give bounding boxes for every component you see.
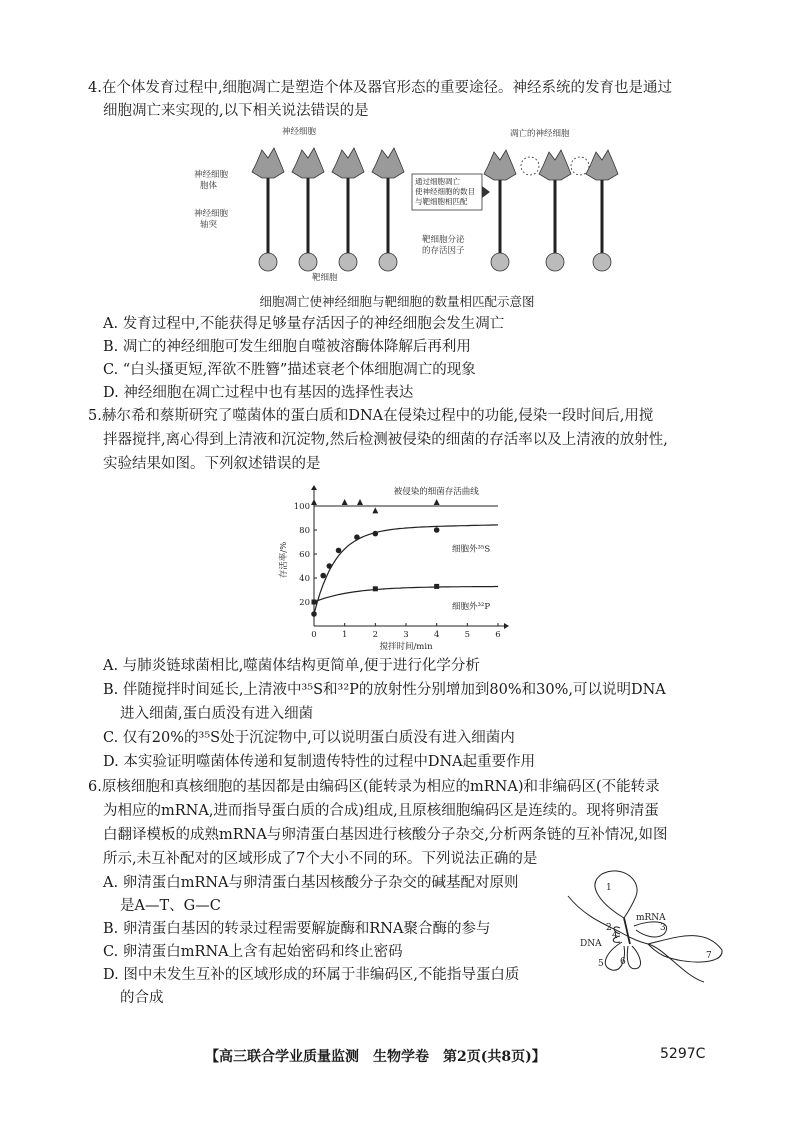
q6-stem-line3: 白翻译模板的成熟mRNA与卵清蛋白基因进行核酸分子杂交,分析两条链的互补情况,如图 — [103, 827, 668, 843]
loop-label-3: 3 — [660, 923, 666, 933]
loop-1 — [595, 871, 637, 918]
s35-point — [434, 527, 440, 533]
q6-option-a-line2: 是A—T、G—C — [120, 898, 221, 914]
q4-apoptosis-figure — [190, 124, 620, 290]
q4-figure-caption: 细胞凋亡使神经细胞与靶细胞的数量相匹配示意图 — [259, 294, 535, 309]
mrna-strand — [624, 918, 630, 944]
q5-stem-line1: 5.赫尔希和蔡斯研究了噬菌体的蛋白质和DNA在侵染过程中的功能,侵染一段时间后,用搅 — [88, 408, 654, 424]
fig4-factor-label: 靶细胞分泌的存活因子 — [422, 235, 465, 256]
q4-option-a: A. 发育过程中,不能获得足够量存活因子的神经细胞会发生凋亡 — [103, 316, 505, 332]
q6-option-d-line2: 的合成 — [120, 990, 164, 1006]
footer-title: 【高三联合学业质量监测 生物学卷 第2页(共8页)】 — [205, 1049, 546, 1065]
x-axis-arrow — [504, 623, 509, 629]
q5-option-b-line1: B. 伴随搅拌时间延长,上清液中³⁵S和³²P的放射性分别增加到80%和30%,可以说明DNA — [103, 682, 666, 698]
q5-option-c: C. 仅有20%的³⁵S处于沉淀物中,可以说明蛋白质没有进入细菌内 — [103, 730, 515, 746]
x-tick-label: 1 — [341, 630, 348, 640]
q4-option-b: B. 凋亡的神经细胞可发生细胞自噬被溶酶体降解后再利用 — [103, 339, 471, 355]
s35-point — [327, 563, 333, 569]
loop-label-1: 1 — [606, 883, 612, 893]
survival-point — [342, 499, 348, 505]
s35-point — [320, 573, 326, 579]
p32-series-label: 细胞外³²P — [452, 602, 491, 613]
loop-label-7: 7 — [706, 951, 712, 961]
q6-option-b: B. 卵清蛋白基因的转录过程需要解旋酶和RNA聚合酶的参与 — [103, 921, 491, 937]
fig4-left-neurons — [252, 148, 404, 264]
fig4-left-targets — [259, 253, 397, 271]
footer-code: 5297C — [660, 1046, 706, 1062]
loop-label-4: 4 — [612, 931, 618, 941]
fig4-right-targets — [491, 253, 611, 271]
y-tick-label: 40 — [299, 574, 310, 584]
fig4-apoptotic-label: 凋亡的神经细胞 — [510, 129, 570, 139]
dna-label: DNA — [580, 939, 602, 949]
loop-label-2: 2 — [606, 923, 612, 933]
s35-point — [311, 611, 317, 617]
p32-curve — [314, 587, 498, 603]
fig4-right-neurons — [484, 150, 618, 264]
q6-option-c: C. 卵清蛋白mRNA上含有起始密码和终止密码 — [103, 944, 403, 960]
q5-option-b-line2: 进入细菌,蛋白质没有进入细菌 — [120, 706, 314, 722]
q5-option-a: A. 与肺炎链球菌相比,噬菌体结构更简单,便于进行化学分析 — [103, 658, 480, 674]
loop-6 — [627, 946, 640, 969]
s35-point — [336, 548, 342, 554]
q4-option-c: C. “白头搔更短,浑欲不胜簪”描述衰老个体细胞凋亡的现象 — [103, 362, 476, 378]
y-axis-label: 存活率/% — [279, 541, 289, 579]
y-tick-label: 60 — [299, 550, 310, 560]
loop-label-6: 6 — [620, 957, 626, 967]
fig4-cellbody-label: 神经细胞胞体 — [194, 170, 229, 191]
s35-series-label: 细胞外³⁵S — [452, 544, 491, 555]
y-tick-label: 100 — [293, 502, 310, 512]
survival-point — [372, 507, 378, 513]
y-tick-label: 20 — [299, 598, 310, 608]
p32-point — [373, 586, 378, 591]
p32-point — [312, 600, 317, 605]
x-tick-label: 2 — [372, 630, 379, 640]
q6-option-d-line1: D. 图中未发生互补的区域形成的环属于非编码区,不能指导蛋白质 — [103, 967, 520, 983]
q5-option-d: D. 本实验证明噬菌体传递和复制遗传特性的过程中DNA起重要作用 — [103, 754, 536, 770]
q6-stem-line1: 6.原核细胞和真核细胞的基因都是由编码区(能转录为相应的mRNA)和非编码区(不能转录 — [88, 779, 660, 795]
survival-point — [311, 499, 317, 505]
y-tick-label: 80 — [299, 526, 310, 536]
q4-stem-line2: 细胞凋亡来实现的,以下相关说法错误的是 — [103, 103, 369, 119]
x-tick-label: 6 — [495, 630, 501, 640]
q6-stem-line4: 所示,未互补配对的区域形成了7个大小不同的环。下列说法正确的是 — [103, 851, 538, 867]
fig4-process-arrow — [482, 186, 490, 198]
q5-stem-line3: 实验结果如图。下列叙述错误的是 — [103, 456, 321, 472]
x-tick-label: 0 — [311, 630, 317, 640]
fig4-neuron-label: 神经细胞 — [282, 127, 317, 137]
s35-point — [354, 534, 360, 540]
survival-point — [434, 499, 440, 505]
survival-point — [357, 499, 363, 505]
q6-option-a-line1: A. 卵清蛋白mRNA与卵清蛋白基因核酸分子杂交的碱基配对原则 — [103, 875, 519, 891]
survival-series-label: 被侵染的细菌存活曲线 — [393, 487, 479, 497]
p32-point — [434, 584, 439, 589]
q6-stem-line2: 为相应的mRNA,进而指导蛋白质的合成)组成,且原核细胞编码区是连续的。现将卵清蛋 — [103, 803, 659, 819]
x-tick-label: 3 — [403, 630, 409, 640]
loop-label-5: 5 — [598, 959, 604, 969]
s35-point — [373, 531, 379, 537]
q5-stem-line2: 拌器搅拌,离心得到上清液和沉淀物,然后检测被侵染的细菌的存活率以及上清液的放射性, — [103, 432, 668, 448]
mrna-label: mRNA — [636, 913, 666, 923]
q6-hybrid-figure — [564, 866, 734, 986]
q4-option-d: D. 神经细胞在凋亡过程中也有基因的选择性表达 — [103, 385, 414, 401]
q4-stem-line1: 4.在个体发育过程中,细胞凋亡是塑造个体及器官形态的重要途径。神经系统的发育也是通过 — [88, 80, 672, 96]
x-tick-label: 4 — [433, 630, 440, 640]
fig4-axon-label: 神经细胞轴突 — [194, 209, 229, 230]
q5-survival-chart — [272, 484, 512, 652]
x-tick-label: 5 — [464, 630, 471, 640]
x-axis-label: 搅拌时间/min — [379, 642, 433, 652]
fig4-target-label: 靶细胞 — [312, 273, 338, 283]
y-axis-arrow — [311, 485, 317, 490]
s35-curve — [314, 525, 498, 614]
fig4-process-label: 通过细胞凋亡使神经细胞的数目与靶细胞相匹配 — [415, 177, 475, 206]
